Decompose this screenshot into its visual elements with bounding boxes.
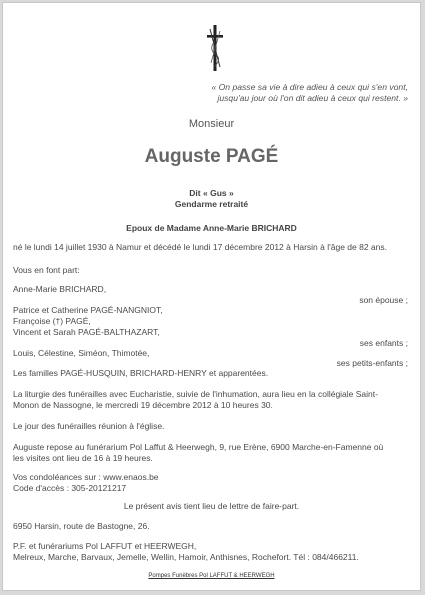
nickname: Dit « Gus » — [189, 188, 234, 198]
liturgy-line-1: La liturgie des funérailles avec Eucharistie, suivie de l'inhumation, aura lieu en la collégiale Saint- — [13, 389, 378, 399]
quote-block — [211, 82, 408, 104]
grandchildren: Louis, Célestine, Siméon, Thimotée, — [13, 348, 150, 358]
liturgy-line-2: Monon de Nassogne, le mercredi 19 décembre 2012 à 10 heures 30. — [13, 400, 273, 410]
undertaker-line-1: P.F. et funérariums Pol LAFFUT et HEERWEGH, — [13, 541, 197, 551]
spouse-name: Anne-Marie BRICHARD, — [13, 284, 107, 294]
deceased-name: Auguste PAGÉ — [144, 146, 279, 167]
birth-death-text: né le lundi 14 juillet 1930 à Namur et décédé le lundi 17 décembre 2012 à Harsin à l'âge de 82 ans. — [13, 242, 387, 252]
quote-line-2: jusqu'au jour où l'on dit adieu à ceux qui restent. » — [217, 93, 408, 103]
notice-text: Le présent avis tient lieu de lettre de faire-part. — [123, 501, 300, 511]
intro-text: Vous en font part: — [13, 265, 80, 275]
children-role: ses enfants ; — [359, 338, 408, 348]
access-code: Code d'accès : 305-20121217 — [13, 483, 127, 493]
cross-icon — [204, 23, 226, 73]
spouse-line: Epoux de Madame Anne-Marie BRICHARD — [126, 223, 297, 233]
honorific: Monsieur — [188, 118, 235, 130]
spouse-role: son épouse ; — [359, 295, 408, 305]
funeral-home-line-1: Auguste repose au funérarium Pol Laffut & Heerwegh, 9, rue Erène, 6900 Marche-en-Famenne où — [13, 442, 384, 452]
child-3: Vincent et Sarah PAGÉ-BALTHAZART, — [13, 327, 160, 337]
undertaker-line-2: Melreux, Marche, Barvaux, Jemelle, Wellin, Hamoir, Anthisnes, Rochefort. Tél : 084/466211. — [13, 552, 359, 562]
child-2: Françoise (†) PAGÉ, — [13, 316, 91, 326]
nickname-block — [3, 188, 420, 210]
funeral-home-line-2: les visites ont lieu de 16 à 19 heures. — [13, 453, 153, 463]
grandchildren-role: ses petits-enfants ; — [336, 358, 408, 368]
death-notice-card — [2, 2, 421, 591]
meeting-text: Le jour des funérailles réunion à l'église. — [13, 421, 165, 431]
undertaker-link[interactable]: Pompes Funèbres Pol LAFFUT & HEERWEGH — [148, 573, 275, 579]
families-text: Les familles PAGÉ-HUSQUIN, BRICHARD-HENRY et apparentées. — [13, 368, 269, 378]
condolences-line-1: Vos condoléances sur : www.enaos.be — [13, 472, 159, 482]
address-text: 6950 Harsin, route de Bastogne, 26. — [13, 521, 150, 531]
occupation: Gendarme retraité — [174, 199, 249, 209]
quote-line-1: « On passe sa vie à dire adieu à ceux qui s'en vont, — [211, 82, 408, 92]
child-1: Patrice et Catherine PAGÉ-NANGNIOT, — [13, 305, 163, 315]
